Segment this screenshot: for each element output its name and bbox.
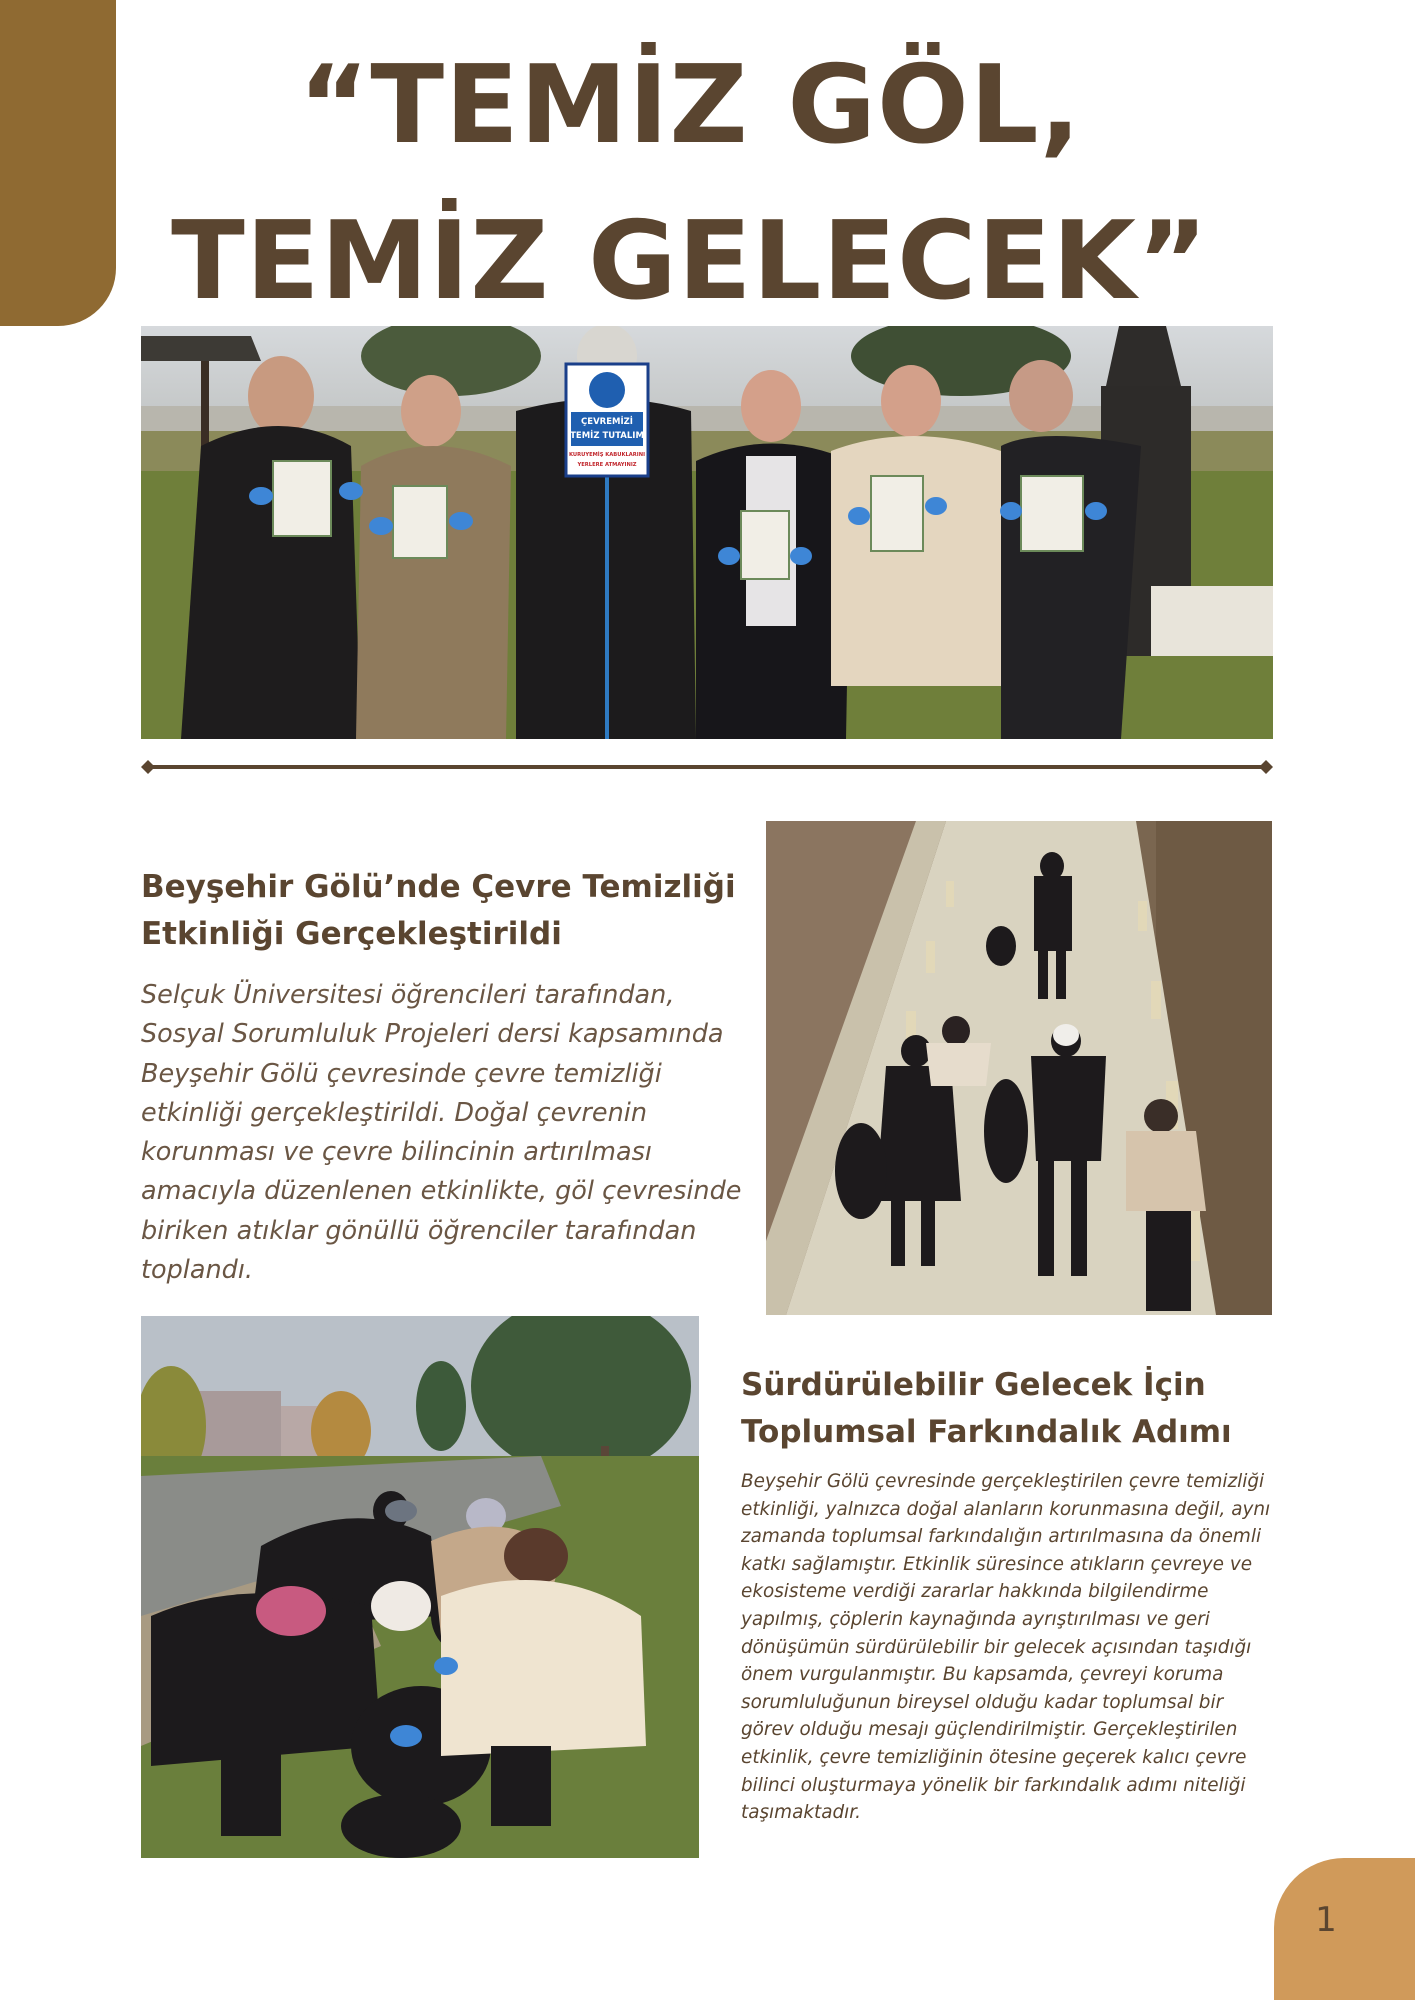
trash-collection-photo xyxy=(141,1316,699,1858)
article-2-heading: Sürdürülebilir Gelecek İçin Toplumsal Farkındalık Adımı xyxy=(741,1367,1232,1450)
group-photo xyxy=(141,326,1273,739)
page-number: 1 xyxy=(1315,1900,1337,1940)
sign-text-line-1: ÇEVREMİZİ xyxy=(581,417,633,427)
section-divider xyxy=(141,760,1273,774)
sign-text-line-4: YERLERE ATMAYINIZ xyxy=(577,462,637,468)
corner-decoration-top-left xyxy=(0,0,116,326)
article-2-body: Beyşehir Gölü çevresinde gerçekleştirilen çevre temizliği etkinliği, yalnızca doğal alanların korunmasına değil, aynı zamanda toplumsal farkındalığın artırılmasına da önemli katkı sağlamıştır. Etkinlik süresince atıkların çevreye ve ekosisteme verdiği zararlar hakkında bilgilendirme yapılmış, çöplerin kaynağında ayrıştırılması ve geri dönüşümün sürdürülebilir bir gelecek açısından taşıdığı önem vurgulanmıştır. Bu kapsamda, çevreyi koruma sorumluluğunun bireysel olduğu kadar toplumsal bir görev olduğu mesajı güçlendirilmiştir. Gerçekleştirilen etkinlik, çevre temizliğinin ötesine geçerek kalıcı çevre bilinci oluşturmaya yönelik bir farkındalık adımı niteliği taşımaktadır. xyxy=(741,1471,1271,1824)
boardwalk-cleanup-photo xyxy=(766,821,1272,1315)
page-title-line-2: TEMİZ GELECEK” xyxy=(171,199,1209,324)
article-1-body: Selçuk Üniversitesi öğrencileri tarafından, Sosyal Sorumluluk Projeleri dersi kapsamında Beyşehir Gölü çevresinde çevre temizliği etkinliği gerçekleştirildi. Doğal çevrenin korunması ve çevre bilincinin artırılması amacıyla düzenlenen etkinlikte, göl çevresinde biriken atıklar gönüllü öğrenciler tarafından toplandı. xyxy=(141,980,742,1286)
page-title-line-1: “TEMİZ GÖL, xyxy=(298,43,1082,168)
article-1-heading: Beyşehir Gölü’nde Çevre Temizliği Etkinliği Gerçekleştirildi xyxy=(141,869,736,952)
sign-text-line-2: TEMİZ TUTALIM xyxy=(570,431,644,441)
sign-text-line-3: KURUYEMİŞ KABUKLARINI xyxy=(568,452,646,458)
